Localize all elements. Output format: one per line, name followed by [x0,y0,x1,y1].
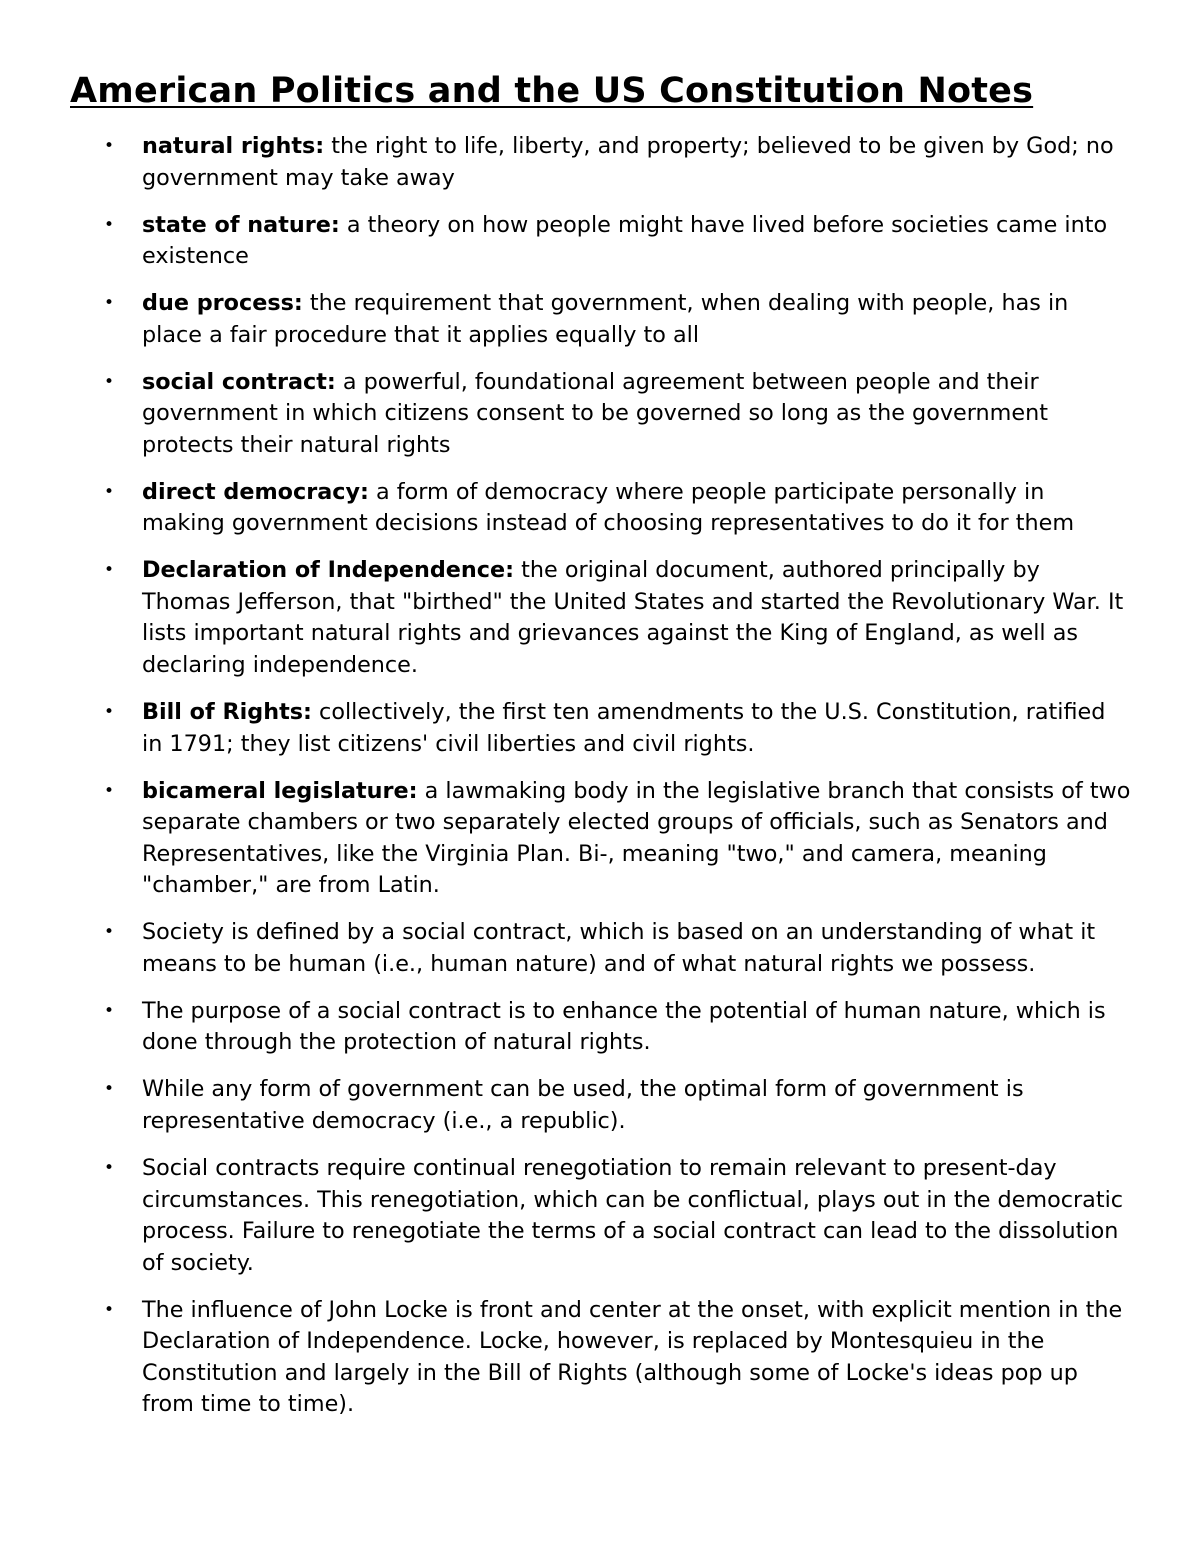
note-text: The purpose of a social contract is to enhance the potential of human nature, which is done through the protection of natural rights. [142,997,1106,1056]
note-definition: the requirement that government, when dealing with people, has in place a fair procedure that it applies equally to all [142,290,1069,348]
bullet-icon: • [104,560,115,581]
bullet-icon: • [104,214,115,235]
bullet-icon: • [104,136,115,156]
note-item [0,697,1132,760]
note-item [0,776,1132,902]
note-definition: collectively, the first ten amendments to the U.S. Constitution, ratified in 1791; they list citizens' civil liberties and civil rights. [142,699,1106,757]
note-term: Declaration of Independence: [142,557,515,584]
bullet-icon: • [104,922,115,943]
note-item [0,996,1132,1059]
note-item [0,1074,1132,1137]
note-item [0,288,1132,351]
document-title: American Politics and the US Constitution Notes [70,71,1034,111]
note-item [0,917,1132,980]
note-item [0,1153,1132,1279]
note-item [0,367,1132,462]
note-text: The influence of John Locke is front and center at the onset, with explicit mention in the Declaration of Independence. Locke, however, is replaced by Montesquieu in the Constitution and largely in the Bill of Rights (although some of Locke's ideas pop up from time to time). [142,1296,1123,1418]
notes-list [0,131,1200,1436]
note-item [0,555,1132,681]
bullet-icon: • [104,780,115,801]
note-definition: a form of democracy where people participate personally in making government decisions instead of choosing representatives to do it for them [142,478,1075,537]
note-term: due process: [142,290,303,317]
note-term: state of nature: [142,211,340,238]
note-item [0,131,1132,194]
note-term: direct democracy: [142,478,369,505]
note-text: Society is defined by a social contract, which is based on an understanding of what it means to be human (i.e., human nature) and of what natural rights we possess. [142,919,1096,977]
bullet-icon: • [104,481,115,502]
bullet-icon: • [104,1158,115,1179]
bullet-icon: • [104,293,115,314]
note-item [0,210,1132,273]
bullet-icon: • [104,1000,115,1021]
bullet-icon: • [104,1079,115,1100]
note-term: natural rights: [142,133,325,159]
bullet-icon: • [104,1299,115,1320]
note-definition: the original document, authored principally by Thomas Jefferson, that "birthed" the United States and started the Revolutionary War. It lists important natural rights and grievances against the King of England, as well as declaring independence. [142,557,1124,678]
note-definition: a lawmaking body in the legislative branch that consists of two separate chambers or two separately elected groups of officials, such as Senators and Representatives, like the Virginia Plan. Bi-, meaning "two," and camera, meaning "chamber," are from Latin. [142,777,1131,899]
note-definition: a theory on how people might have lived before societies came into existence [142,211,1108,270]
bullet-icon: • [104,702,115,723]
note-term: social contract: [142,368,336,395]
note-term: Bill of Rights: [142,699,312,726]
bullet-icon: • [104,371,115,392]
note-item [0,1295,1132,1421]
note-definition: a powerful, foundational agreement between people and their government in which citizens consent to be governed so long as the government protects their natural rights [142,368,1048,458]
note-item [0,477,1132,540]
note-definition: the right to life, liberty, and property; believed to be given by God; no government may take away [142,133,1114,191]
note-text: Social contracts require continual renegotiation to remain relevant to present-day circumstances. This renegotiation, which can be conflictual, plays out in the democratic process. Failure to renegotiate the terms of a social contract can lead to the dissolution of society. [142,1155,1124,1276]
note-term: bicameral legislature: [142,777,418,804]
note-text: While any form of government can be used, the optimal form of government is representative democracy (i.e., a republic). [142,1076,1024,1134]
